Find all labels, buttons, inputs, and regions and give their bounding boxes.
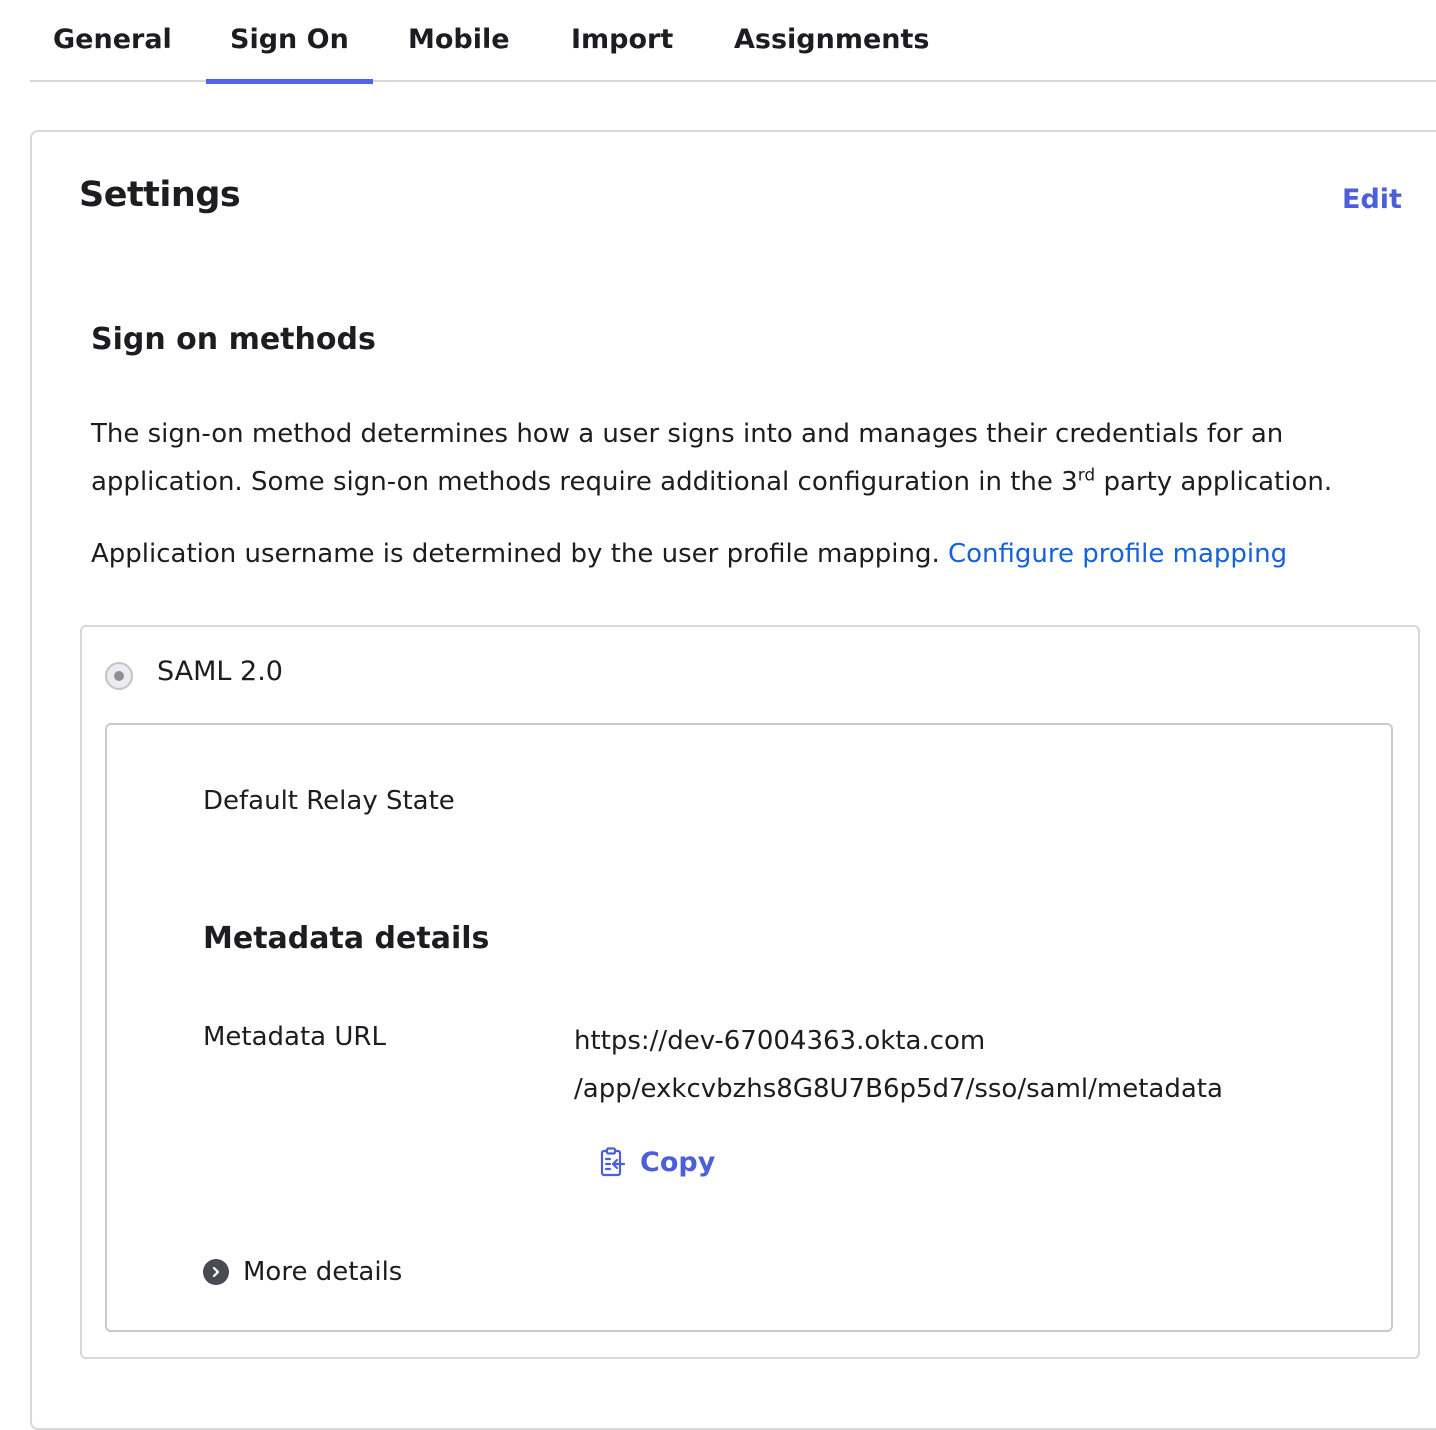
tab-sign-on[interactable]: Sign On bbox=[230, 0, 349, 82]
sign-on-description-part1: The sign-on method determines how a user signs into and manages their credentials for an application. Some sign-on methods require additional configuration in the 3 bbox=[91, 419, 1284, 497]
tab-assignments[interactable]: Assignments bbox=[734, 24, 930, 55]
default-relay-state-label: Default Relay State bbox=[203, 786, 455, 816]
metadata-url-line2: /app/exkcvbzhs8G8U7B6p5d7/sso/saml/metadata bbox=[574, 1074, 1223, 1104]
tab-general[interactable]: General bbox=[53, 24, 172, 55]
metadata-url-value bbox=[574, 1017, 1223, 1113]
radio-dot bbox=[114, 671, 124, 681]
more-details-toggle[interactable] bbox=[203, 1252, 402, 1292]
edit-button[interactable]: Edit bbox=[1342, 184, 1402, 215]
settings-title: Settings bbox=[79, 175, 241, 215]
sign-on-description-sup: rd bbox=[1077, 465, 1096, 486]
metadata-details-title: Metadata details bbox=[203, 921, 490, 956]
saml-label: SAML 2.0 bbox=[157, 656, 283, 687]
copy-label: Copy bbox=[640, 1146, 716, 1178]
clipboard-copy-icon bbox=[600, 1147, 626, 1177]
metadata-url-label: Metadata URL bbox=[203, 1022, 386, 1052]
tab-mobile[interactable]: Mobile bbox=[408, 24, 510, 55]
sign-on-methods-title: Sign on methods bbox=[91, 322, 376, 357]
more-details-label: More details bbox=[243, 1257, 403, 1287]
metadata-url-line1: https://dev-67004363.okta.com bbox=[574, 1026, 986, 1056]
tab-bar bbox=[30, 0, 1436, 82]
radio-selected-icon[interactable] bbox=[105, 662, 133, 690]
sign-on-description-part2: party application. bbox=[1095, 467, 1333, 497]
username-mapping-line bbox=[91, 530, 1287, 578]
configure-profile-mapping-link[interactable]: Configure profile mapping bbox=[948, 539, 1288, 569]
copy-button[interactable] bbox=[600, 1140, 715, 1184]
chevron-right-circle-icon bbox=[203, 1259, 229, 1285]
username-mapping-text: Application username is determined by the user profile mapping. bbox=[91, 539, 940, 569]
sign-on-description bbox=[91, 410, 1411, 506]
tab-import[interactable]: Import bbox=[571, 24, 674, 55]
